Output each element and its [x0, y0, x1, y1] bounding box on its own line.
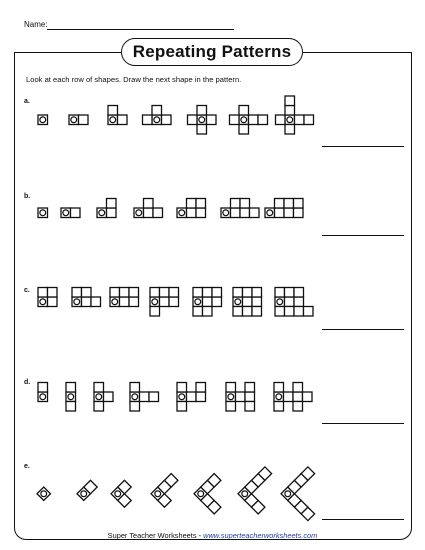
square	[294, 297, 304, 307]
square	[150, 307, 160, 317]
square	[275, 307, 285, 317]
square	[188, 115, 198, 125]
square	[243, 307, 253, 317]
square	[143, 115, 153, 125]
square	[239, 106, 249, 116]
footer-separator: -	[196, 531, 204, 540]
square	[275, 288, 285, 298]
square	[293, 402, 303, 412]
footer-link[interactable]: www.superteacherworksheets.com	[203, 531, 318, 540]
pattern-a-step-6	[230, 106, 268, 135]
square	[276, 115, 286, 125]
pattern-e-step-3	[111, 480, 138, 507]
square	[38, 288, 48, 298]
square	[275, 199, 285, 209]
pattern-d-step-2	[66, 383, 76, 412]
square	[152, 106, 162, 116]
square	[38, 383, 48, 393]
square	[294, 208, 304, 218]
square	[144, 199, 154, 209]
square	[177, 383, 187, 393]
square	[140, 392, 150, 402]
square	[239, 125, 249, 135]
square	[252, 297, 262, 307]
pattern-c-step-1	[38, 288, 57, 307]
square	[196, 208, 206, 218]
square	[285, 307, 295, 317]
pattern-d-step-4	[130, 383, 159, 412]
square	[82, 288, 92, 298]
pattern-b-step-1	[38, 208, 48, 218]
pattern-b-step-4	[134, 199, 163, 218]
pattern-a-step-3	[108, 106, 127, 125]
square	[245, 402, 255, 412]
square	[66, 383, 76, 393]
square	[120, 297, 130, 307]
square	[129, 297, 139, 307]
row-label-b: b.	[24, 193, 31, 200]
square	[293, 392, 303, 402]
square	[249, 115, 259, 125]
square	[79, 115, 89, 125]
pattern-e-step-1	[37, 487, 50, 500]
pattern-b-step-3	[97, 199, 116, 218]
square	[187, 392, 197, 402]
square	[275, 208, 285, 218]
square	[196, 392, 206, 402]
square	[196, 383, 206, 393]
square	[285, 125, 295, 135]
square	[250, 208, 260, 218]
square	[160, 288, 170, 298]
square	[82, 297, 92, 307]
square	[207, 115, 217, 125]
pattern-e-step-2	[77, 480, 97, 500]
square	[149, 392, 159, 402]
square	[197, 106, 207, 116]
square	[284, 208, 294, 218]
pattern-e-step-7	[281, 467, 335, 521]
square	[197, 125, 207, 135]
square	[245, 383, 255, 393]
square	[252, 307, 262, 317]
center-square	[37, 487, 50, 500]
square	[294, 307, 304, 317]
square	[71, 208, 81, 218]
square	[110, 288, 120, 298]
square	[187, 208, 197, 218]
square	[240, 199, 250, 209]
pattern-e-step-6	[238, 467, 285, 514]
square	[285, 288, 295, 298]
square	[129, 288, 139, 298]
square	[177, 402, 187, 412]
square	[203, 297, 213, 307]
pattern-a-step-4	[143, 106, 172, 125]
square	[187, 199, 197, 209]
pattern-c-step-3	[110, 288, 139, 307]
page-title: Repeating Patterns	[121, 38, 303, 66]
square	[162, 115, 172, 125]
square	[233, 288, 243, 298]
square	[72, 288, 82, 298]
square	[153, 208, 163, 218]
square	[240, 208, 250, 218]
pattern-b-step-5	[177, 199, 206, 218]
square	[130, 402, 140, 412]
square	[294, 288, 304, 298]
pattern-d-step-7	[274, 383, 312, 412]
pattern-c-step-6	[233, 288, 262, 317]
pattern-b-step-6	[221, 199, 259, 218]
square	[130, 383, 140, 393]
row-label-e: e.	[24, 463, 30, 470]
pattern-a-step-5	[188, 106, 217, 135]
pattern-b-step-7	[265, 199, 303, 218]
pattern-d-step-3	[94, 383, 113, 412]
pattern-d-step-1	[38, 383, 48, 402]
square	[160, 297, 170, 307]
square	[285, 297, 295, 307]
square	[274, 383, 284, 393]
square	[212, 288, 222, 298]
name-label: Name:	[24, 20, 48, 29]
pattern-a-step-1	[38, 115, 48, 125]
square	[294, 199, 304, 209]
pattern-e-step-4	[151, 474, 185, 508]
pattern-a-step-2	[69, 115, 88, 125]
pattern-d-step-6	[226, 383, 255, 412]
pattern-e-step-5	[194, 474, 234, 514]
pattern-b-step-2	[61, 208, 80, 218]
square	[193, 307, 203, 317]
square	[252, 288, 262, 298]
square	[94, 383, 104, 393]
square	[48, 288, 58, 298]
pattern-c-step-4	[150, 288, 179, 317]
square	[285, 96, 295, 106]
square	[48, 297, 58, 307]
pattern-d-step-5	[177, 383, 206, 412]
square	[274, 402, 284, 412]
square	[304, 115, 314, 125]
square	[169, 288, 179, 298]
square	[303, 392, 313, 402]
square	[243, 297, 253, 307]
square	[120, 288, 130, 298]
square	[245, 392, 255, 402]
square	[169, 297, 179, 307]
square	[233, 307, 243, 317]
row-label-c: c.	[24, 287, 30, 294]
square	[91, 297, 101, 307]
square	[203, 288, 213, 298]
square	[236, 392, 246, 402]
pattern-c-step-5	[193, 288, 222, 317]
row-label-a: a.	[24, 98, 30, 105]
square	[107, 208, 117, 218]
square	[104, 392, 114, 402]
square	[284, 392, 294, 402]
square	[118, 115, 128, 125]
square	[304, 307, 314, 317]
square	[285, 106, 295, 116]
square	[231, 199, 241, 209]
square	[258, 115, 268, 125]
square	[150, 288, 160, 298]
square	[231, 208, 241, 218]
square	[107, 199, 117, 209]
square	[226, 402, 236, 412]
pattern-c-step-7	[275, 288, 313, 317]
square	[230, 115, 240, 125]
square	[293, 383, 303, 393]
footer	[0, 531, 425, 540]
square	[212, 297, 222, 307]
row-label-d: d.	[24, 379, 31, 386]
square	[144, 208, 154, 218]
footer-publisher: Super Teacher Worksheets	[107, 531, 197, 540]
square	[284, 199, 294, 209]
square	[66, 402, 76, 412]
instructions-text: Look at each row of shapes. Draw the next shape in the pattern.	[26, 75, 242, 84]
square	[226, 383, 236, 393]
pattern-a-step-7	[276, 96, 314, 134]
square	[243, 288, 253, 298]
square	[193, 288, 203, 298]
square	[203, 307, 213, 317]
square	[108, 106, 118, 116]
square	[196, 199, 206, 209]
square	[94, 402, 104, 412]
square	[295, 115, 305, 125]
pattern-c-step-2	[72, 288, 101, 307]
